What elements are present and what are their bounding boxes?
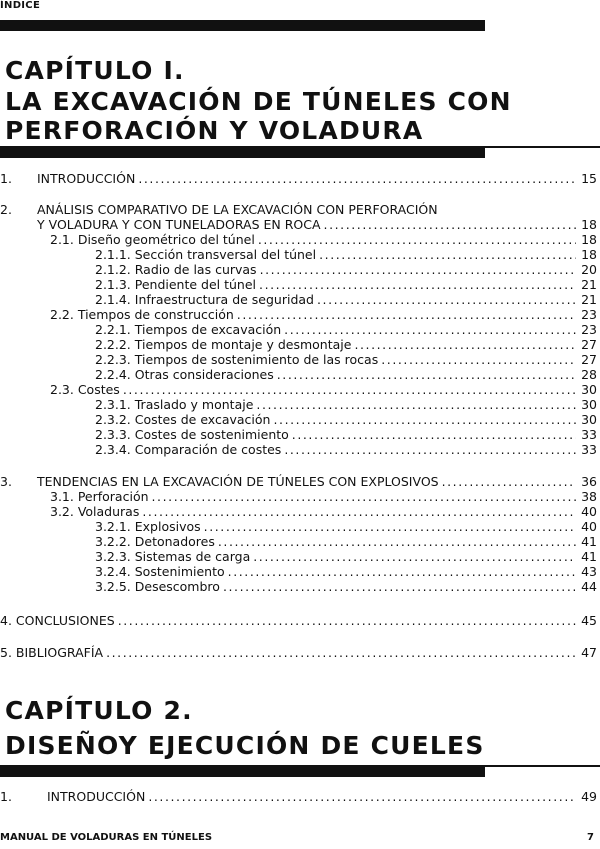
toc-entry-2-3-1[interactable] [95,397,597,412]
toc-entry-2-3-3[interactable] [95,427,597,442]
leader-dots [118,613,576,628]
chapter1-title-line1: LA EXCAVACIÓN DE TÚNELES CON [5,87,512,116]
toc-entry-2-2-1[interactable] [95,322,597,337]
leader-dots [152,489,576,504]
toc-entry-page: 23 [581,322,597,337]
toc-entry-3-2-1[interactable] [95,519,597,534]
chapter2-title: DISEÑOY EJECUCIÓN DE CUELES [5,731,485,760]
chapter2-heading: CAPÍTULO 2. [5,696,193,725]
toc-entry-page: 30 [581,382,597,397]
leader-dots [319,247,576,262]
toc-entry-page: 21 [581,277,597,292]
toc-entry-text: 2.3. Costes [50,382,120,397]
toc-entry-2-1-1[interactable] [95,247,597,262]
toc-entry-4[interactable] [0,613,597,628]
toc-entry-page: 18 [581,217,597,232]
toc-entry-1[interactable] [0,171,597,186]
chapter1-top-bar [0,20,485,31]
leader-dots [442,474,576,489]
toc-entry-text: 2.1.4. Infraestructura de seguridad [95,292,314,307]
leader-dots [259,277,576,292]
toc-entry-page: 15 [581,171,597,186]
leader-dots [292,427,576,442]
toc-entry-text: 3.1. Perforación [50,489,149,504]
toc-entry-page: 43 [581,564,597,579]
leader-dots [258,232,576,247]
leader-dots [256,397,576,412]
toc-entry-2-line1[interactable] [0,202,438,217]
toc-entry-3-2-4[interactable] [95,564,597,579]
leader-dots [277,367,576,382]
toc-entry-text: 2.2.4. Otras consideraciones [95,367,274,382]
toc-entry-page: 44 [581,579,597,594]
toc-entry-text: 2.3.4. Comparación de costes [95,442,282,457]
toc-entry-text: 3.2.4. Sostenimiento [95,564,225,579]
leader-dots [381,352,576,367]
toc-entry-page: 41 [581,549,597,564]
toc-entry-page: 47 [581,645,597,660]
toc-entry-2-3-4[interactable] [95,442,597,457]
toc-entry-text: INTRODUCCIÓN [37,171,136,186]
toc-entry-2-1-4[interactable] [95,292,597,307]
toc-entry-text: 2.3.3. Costes de sostenimiento [95,427,289,442]
toc-entry-text: 3.2.3. Sistemas de carga [95,549,251,564]
toc-entry-3-2-5[interactable] [95,579,597,594]
toc-entry-3-2-2[interactable] [95,534,597,549]
toc-entry-number: 3. [0,474,12,489]
toc-entry-text: 2.3.2. Costes de excavación [95,412,271,427]
toc-entry-3-1[interactable] [50,489,597,504]
toc-entry-page: 41 [581,534,597,549]
toc-entry-text: 4. CONCLUSIONES [0,613,115,628]
leader-dots [284,442,576,457]
footer-page-number: 7 [587,832,594,843]
toc-entry-text: 2.2.1. Tiempos de excavación [95,322,282,337]
toc-entry-2-2-2[interactable] [95,337,597,352]
toc-entry-page: 49 [581,789,597,804]
toc-entry-page: 30 [581,412,597,427]
toc-entry-page: 38 [581,489,597,504]
toc-entry-text: 2.1.3. Pendiente del túnel [95,277,257,292]
toc-entry-text: 2.3.1. Traslado y montaje [95,397,254,412]
toc2-entry-1[interactable] [0,789,597,804]
leader-dots [142,504,576,519]
toc-entry-page: 45 [581,613,597,628]
leader-dots [148,789,576,804]
chapter1-heading: CAPÍTULO I. [5,56,185,85]
toc-entry-5[interactable] [0,645,597,660]
leader-dots [260,262,576,277]
toc-entry-page: 30 [581,397,597,412]
toc-entry-page: 28 [581,367,597,382]
toc-entry-text: TENDENCIAS EN LA EXCAVACIÓN DE TÚNELES CON EXPLOSIVOS [37,474,439,489]
toc-entry-text: 2.1. Diseño geométrico del túnel [50,232,255,247]
toc-entry-2-2-3[interactable] [95,352,597,367]
leader-dots [138,171,576,186]
toc-entry-text: 2.1.1. Sección transversal del túnel [95,247,317,262]
toc-entry-2-line2[interactable] [37,217,597,232]
toc-entry-page: 33 [581,442,597,457]
toc-entry-2-1-3[interactable] [95,277,597,292]
toc-entry-text: 2.2.3. Tiempos de sostenimiento de las rocas [95,352,379,367]
toc-entry-2-2[interactable] [50,307,597,322]
leader-dots [218,534,576,549]
chapter2-bottom-bar [0,766,485,777]
toc-entry-2-1[interactable] [50,232,597,247]
toc-entry-text: 2.2. Tiempos de construcción [50,307,234,322]
leader-dots [253,549,576,564]
leader-dots [106,645,576,660]
toc-entry-page: 23 [581,307,597,322]
chapter1-bottom-bar [0,147,485,158]
toc-entry-2-2-4[interactable] [95,367,597,382]
toc-entry-page: 40 [581,504,597,519]
toc-entry-number: 1. [0,789,12,804]
toc-entry-number: 2. [0,202,12,217]
toc-entry-text: 3.2. Voladuras [50,504,140,519]
toc-entry-text: 2.2.2. Tiempos de montaje y desmontaje [95,337,352,352]
toc-entry-2-1-2[interactable] [95,262,597,277]
toc-entry-text: Y VOLADURA Y CON TUNELADORAS EN ROCA [37,217,321,232]
leader-dots [237,307,576,322]
toc-entry-page: 40 [581,519,597,534]
toc-entry-text: 3.2.2. Detonadores [95,534,215,549]
leader-dots [273,412,576,427]
toc-entry-2-3-2[interactable] [95,412,597,427]
toc-entry-page: 27 [581,337,597,352]
leader-dots [354,337,576,352]
chapter1-title-line2: PERFORACIÓN Y VOLADURA [5,116,424,145]
toc-entry-3-2-3[interactable] [95,549,597,564]
toc-entry-text: 5. BIBLIOGRAFÍA [0,645,104,660]
toc-entry-page: 33 [581,427,597,442]
running-header: ÍNDICE [0,0,41,11]
toc-entry-text: 3.2.5. Desescombro [95,579,220,594]
leader-dots [223,579,576,594]
footer-title: MANUAL DE VOLADURAS EN TÚNELES [0,832,213,843]
toc-entry-text: ANÁLISIS COMPARATIVO DE LA EXCAVACIÓN CON PERFORACIÓN [37,202,438,217]
toc-entry-page: 21 [581,292,597,307]
toc-entry-page: 27 [581,352,597,367]
toc-entry-3-2[interactable] [50,504,597,519]
toc-entry-text: 2.1.2. Radio de las curvas [95,262,257,277]
toc-entry-3[interactable] [0,474,597,489]
leader-dots [228,564,576,579]
leader-dots [284,322,576,337]
toc-entry-text: INTRODUCCIÓN [47,789,146,804]
toc-entry-number: 1. [0,171,12,186]
toc-entry-page: 36 [581,474,597,489]
toc-entry-text: 3.2.1. Explosivos [95,519,201,534]
leader-dots [204,519,576,534]
leader-dots [317,292,576,307]
toc-entry-2-3[interactable] [50,382,597,397]
toc-entry-page: 18 [581,232,597,247]
leader-dots [324,217,576,232]
toc-entry-page: 18 [581,247,597,262]
toc-entry-page: 20 [581,262,597,277]
leader-dots [123,382,576,397]
